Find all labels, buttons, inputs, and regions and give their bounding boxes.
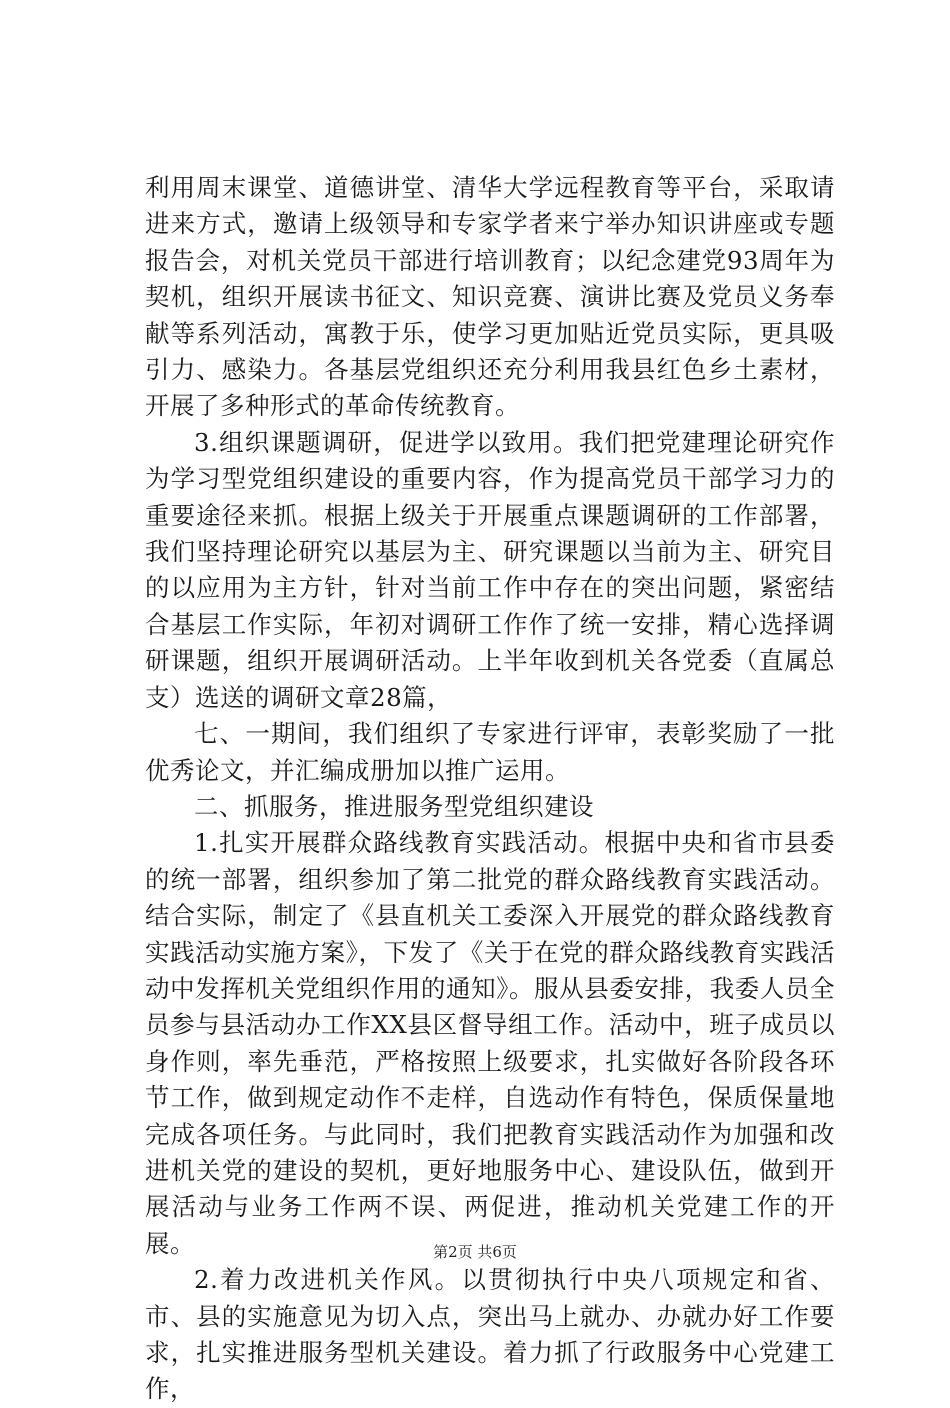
paragraph-5: 1.扎实开展群众路线教育实践活动。根据中央和省市县委的统一部署，组织参加了第二批党的群众路线教育实践活动。结合实际，制定了《县直机关工委深入开展党的群众路线教育实践活动实施方案》，下发了《关于在党的群众路线教育实践活动中发挥机关党组织作用的通知》。服从县委安排，我委人员全员参与县活动办工作XX县区督导组工作。活动中，班子成员以身作则，率先垂范，严格按照上级要求，扎实做好各阶段各环节工作，做到规定动作不走样，自选动作有特色，保质保量地完成各项任务。与此同时，我们把教育实践活动作为加强和改进机关党的建设的契机，更好地服务中心、建设队伍，做到开展活动与业务工作两不误、两促进，推动机关党建工作的开展。 [145, 828, 835, 1258]
paragraph-3: 七、一期间，我们组织了专家进行评审，表彰奖励了一批优秀论文，并汇编成册加以推广运用。 [145, 719, 835, 785]
document-body [145, 170, 835, 1408]
paragraph-1: 利用周末课堂、道德讲堂、清华大学远程教育等平台，采取请进来方式，邀请上级领导和专家学者来宁举办知识讲座或专题报告会，对机关党员干部进行培训教育；以纪念建党93周年为契机，组织开展读书征文、知识竞赛、演讲比赛及党员义务奉献等系列活动，寓教于乐，使学习更加贴近党员实际，更具吸引力、感染力。各基层党组织还充分利用我县红色乡土素材，开展了多种形式的革命传统教育。 [145, 173, 835, 421]
page-footer [0, 1242, 950, 1262]
paragraph-2: 3.组织课题调研，促进学以致用。我们把党建理论研究作为学习型党组织建设的重要内容，作为提高党员干部学习力的重要途径来抓。根据上级关于开展重点课题调研的工作部署，我们坚持理论研究以基层为主、研究课题以当前为主、研究目的以应用为主方针，针对当前工作中存在的突出问题，紧密结合基层工作实际，年初对调研工作作了统一安排，精心选择调研课题，组织开展调研活动。上半年收到机关各党委（直属总支）选送的调研文章28篇， [145, 427, 835, 712]
page-number-label: 第2页 共6页 [433, 1243, 517, 1261]
paragraph-6: 2.着力改进机关作风。以贯彻执行中央八项规定和省、市、县的实施意见为切入点，突出马上就办、办就办好工作要求，扎实推进服务型机关建设。着力抓了行政服务中心党建工作， [145, 1265, 835, 1404]
section-heading: 二、抓服务，推进服务型党组织建设 [194, 791, 594, 821]
